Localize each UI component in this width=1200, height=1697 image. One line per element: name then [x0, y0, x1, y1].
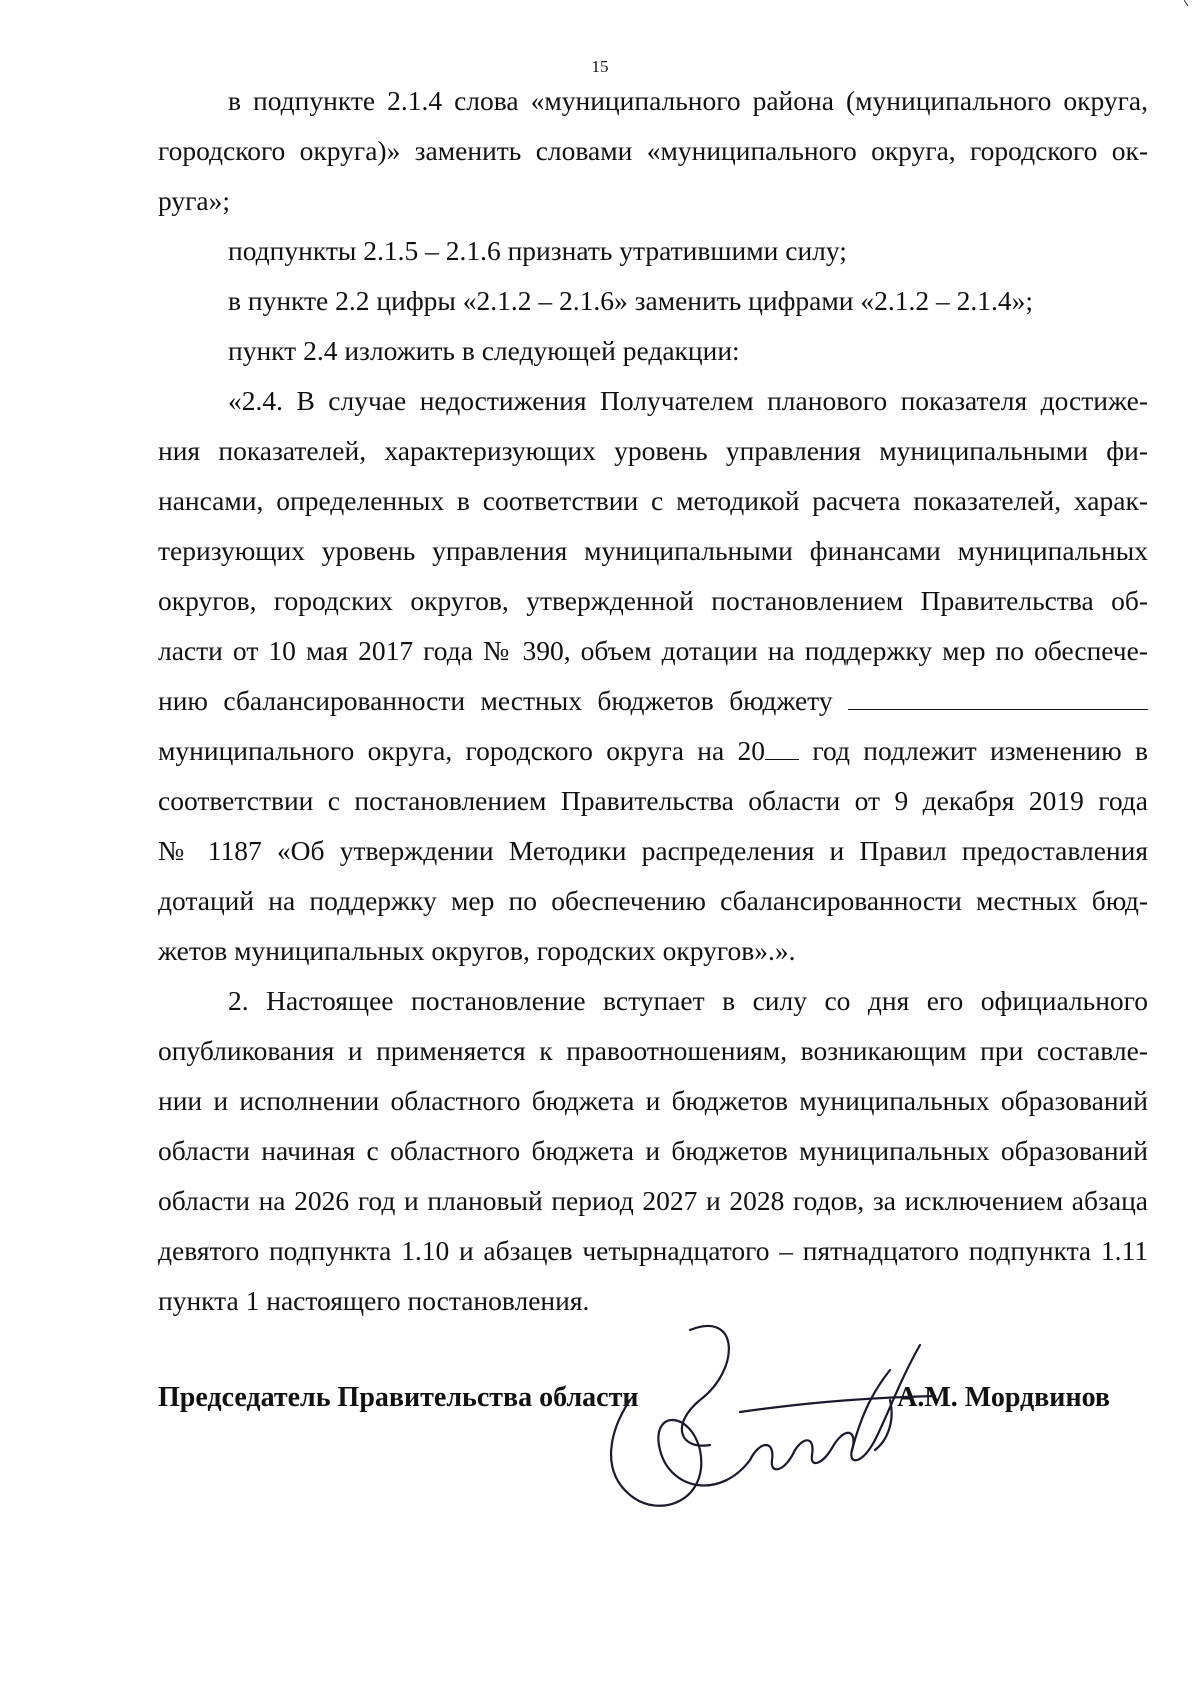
text-line: в подпункте 2.1.4 слова «муниципального района (муниципального округа,: [228, 85, 1148, 116]
year-blank: [765, 737, 799, 760]
fill-in-blank: [848, 687, 1148, 710]
text-line: ласти от 10 мая 2017 года № 390, объем дотации на поддержку мер по обеспече-: [158, 635, 1148, 666]
document-body: [158, 76, 1148, 1326]
text-line: городского округа)» заменить словами «муниципального округа, городского ок-: [158, 135, 1148, 166]
handwritten-signature: [590, 1300, 950, 1540]
text-line: дотаций на поддержку мер по обеспечению сбалансированности местных бюд-: [158, 885, 1148, 916]
text-line: «2.4. В случае недостижения Получателем планового показателя достиже-: [228, 385, 1148, 416]
signatory-title: Председатель Правительства области: [158, 1382, 639, 1413]
text-line: опубликования и применяется к правоотношениям, возникающим при составле-: [158, 1035, 1148, 1066]
signatory-name: А.М. Мордвинов: [897, 1382, 1110, 1413]
text-line: области начиная с областного бюджета и бюджетов муниципальных образований: [158, 1135, 1148, 1166]
text-line-with-blank: [158, 726, 1148, 776]
text-fragment: нию сбалансированности местных бюджетов бюджету: [158, 685, 833, 716]
text-fragment: год подлежит изменению в: [799, 735, 1148, 766]
text-line: ния показателей, характеризующих уровень управления муниципальными фи-: [158, 435, 1148, 466]
text-fragment: муниципального округа, городского округа на 20: [158, 735, 766, 766]
text-line: теризующих уровень управления муниципальными финансами муниципальных: [158, 535, 1148, 566]
text-line: нансами, определенных в соответствии с методикой расчета показателей, харак-: [158, 485, 1148, 516]
text-line: области на 2026 год и плановый период 2027 и 2028 годов, за исключением абзаца: [158, 1185, 1148, 1216]
text-line: пункт 2.4 изложить в следующей редакции:: [228, 335, 740, 366]
text-line: № 1187 «Об утверждении Методики распределения и Правил предоставления: [158, 835, 1148, 866]
text-line-with-blank: [158, 676, 1148, 726]
text-line: округов, городских округов, утвержденной постановлением Правительства об-: [158, 585, 1148, 616]
text-line: в пункте 2.2 цифры «2.1.2 – 2.1.6» заменить цифрами «2.1.2 – 2.1.4»;: [228, 285, 1034, 316]
text-line: нии и исполнении областного бюджета и бюджетов муниципальных образований: [158, 1085, 1148, 1116]
text-line: пункта 1 настоящего постановления.: [158, 1285, 590, 1316]
text-line: подпункты 2.1.5 – 2.1.6 признать утратившими силу;: [228, 235, 847, 266]
scan-edge-mark: [1184, 0, 1190, 6]
text-line: девятого подпункта 1.10 и абзацев четырнадцатого – пятнадцатого подпункта 1.11: [158, 1235, 1148, 1266]
text-line: руга»;: [158, 185, 231, 216]
text-line: жетов муниципальных округов, городских округов».».: [158, 935, 796, 966]
page-number: 15: [591, 57, 609, 76]
text-line: соответствии с постановлением Правительства области от 9 декабря 2019 года: [158, 785, 1148, 816]
text-line: 2. Настоящее постановление вступает в силу со дня его официального: [228, 985, 1148, 1016]
